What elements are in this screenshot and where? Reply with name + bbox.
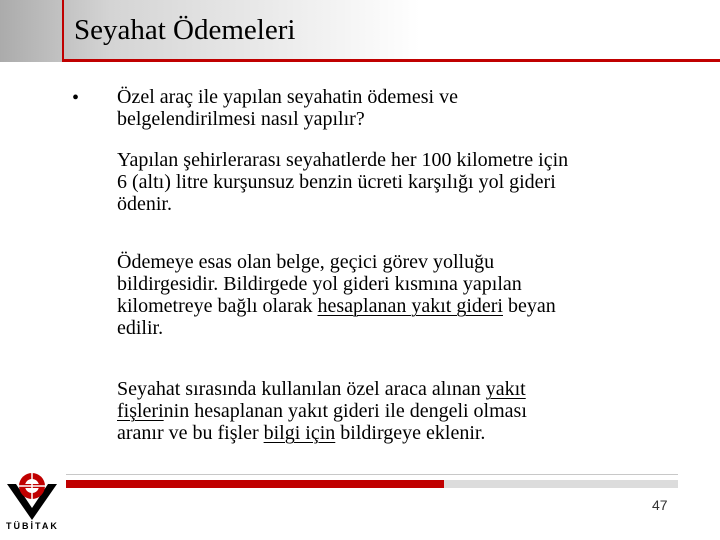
underlined-text: yakıt bbox=[485, 378, 526, 400]
paragraph-line bbox=[117, 378, 707, 400]
page-number: 47 bbox=[652, 497, 668, 513]
paragraph-line bbox=[117, 295, 707, 317]
slide-title: Seyahat Ödemeleri bbox=[74, 14, 296, 46]
paragraph-line: Yapılan şehirlerarası seyahatlerde her 100 kilometre için bbox=[117, 149, 569, 171]
paragraph-line: Ödemeye esas olan belge, geçici görev yolluğu bbox=[117, 251, 495, 273]
text-run: bildirgeye eklenir. bbox=[335, 422, 486, 444]
paragraph-document bbox=[117, 251, 707, 339]
bullet-marker: • bbox=[72, 87, 80, 109]
text-run: beyan bbox=[502, 295, 556, 317]
logo-text: TÜBİTAK bbox=[6, 521, 59, 531]
paragraph-line: edilir. bbox=[117, 317, 164, 339]
text-run: kilometreye bağlı olarak bbox=[117, 295, 318, 317]
underlined-text: fişleri bbox=[117, 400, 164, 422]
title-left-rule bbox=[62, 0, 64, 62]
paragraph-line: 6 (altı) litre kurşunsuz benzin ücreti karşılığı yol gideri bbox=[117, 171, 556, 193]
underlined-text: hesaplanan yakıt gideri bbox=[317, 295, 503, 317]
paragraph-line: bildirgesidir. Bildirgede yol gideri kısmına yapılan bbox=[117, 273, 522, 295]
text-run: aranır ve bu fişler bbox=[117, 422, 264, 444]
paragraph-line: ödenir. bbox=[117, 193, 172, 215]
paragraph-receipts bbox=[117, 378, 707, 444]
paragraph-line bbox=[117, 400, 707, 422]
paragraph-fuel-allowance bbox=[117, 149, 707, 215]
paragraph-line bbox=[117, 422, 707, 444]
text-run: Seyahat sırasında kullanılan özel araca alınan bbox=[117, 378, 486, 400]
text-run: nin hesaplanan yakıt gideri ile dengeli olması bbox=[163, 400, 527, 422]
footer-gray-bar bbox=[444, 480, 678, 488]
question-line: belgelendirilmesi nasıl yapılır? bbox=[117, 108, 365, 130]
tubitak-logo-icon bbox=[4, 462, 60, 522]
footer-red-bar bbox=[66, 480, 444, 488]
title-underline-rule bbox=[62, 59, 720, 62]
footer-rule bbox=[66, 474, 678, 475]
question-paragraph bbox=[117, 86, 707, 130]
question-line: Özel araç ile yapılan seyahatin ödemesi ve bbox=[117, 86, 458, 108]
underlined-text: bilgi için bbox=[263, 422, 336, 444]
